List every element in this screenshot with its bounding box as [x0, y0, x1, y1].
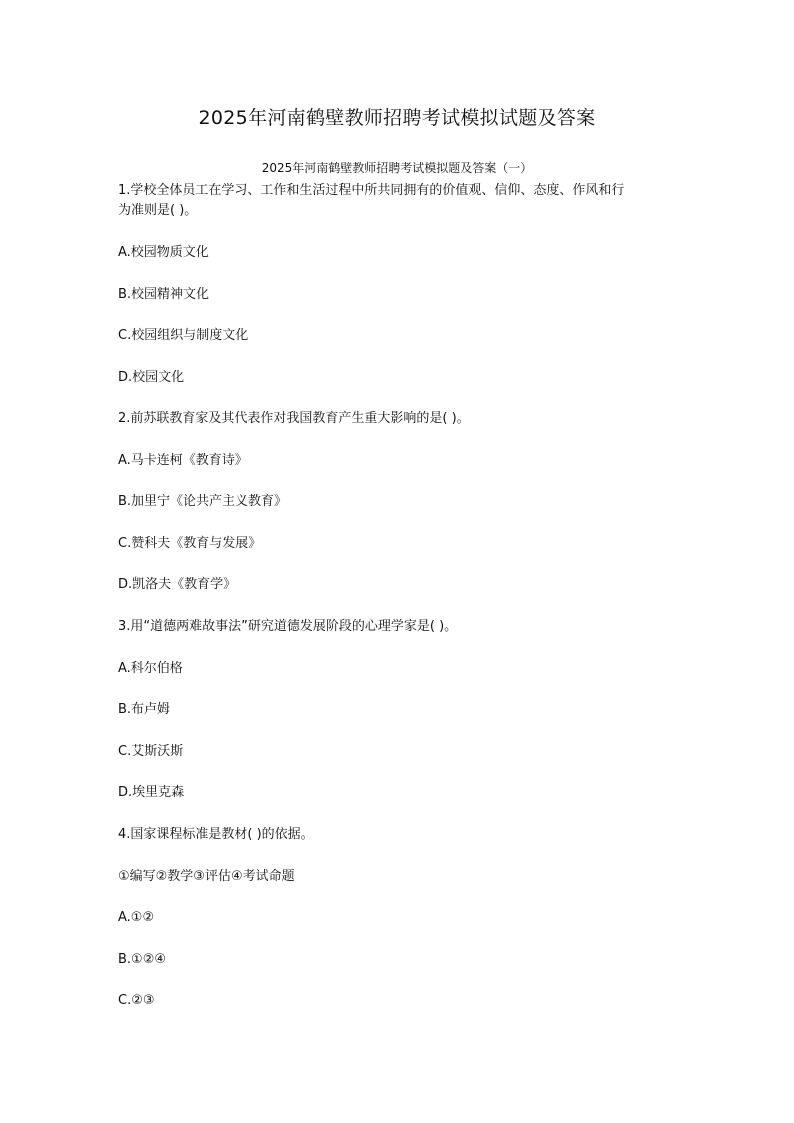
question-2-stem: 2.前苏联教育家及其代表作对我国教育产生重大影响的是( )。 — [118, 411, 470, 426]
question-1-option-c: C.校园组织与制度文化 — [118, 328, 249, 343]
question-1-stem-line-2: 为准则是( )。 — [118, 203, 198, 218]
question-4-option-c: C.②③ — [118, 993, 155, 1008]
question-3-option-c: C.艾斯沃斯 — [118, 744, 184, 759]
question-3-option-a: A.科尔伯格 — [118, 661, 183, 676]
question-1-stem-line-1: 1.学校全体员工在学习、工作和生活过程中所共同拥有的价值观、信仰、态度、作风和行 — [118, 183, 625, 198]
question-2-option-a: A.马卡连柯《教育诗》 — [118, 453, 248, 468]
question-2-option-d: D.凯洛夫《教育学》 — [118, 577, 237, 592]
question-1-option-b: B.校园精神文化 — [118, 287, 210, 302]
question-4-stem: 4.国家课程标准是教材( )的依据。 — [118, 827, 314, 842]
question-3-stem: 3.用“道德两难故事法”研究道德发展阶段的心理学家是( )。 — [118, 619, 458, 634]
document-subtitle: 2025年河南鹤壁教师招聘考试模拟题及答案（一） — [261, 161, 533, 175]
document-title: 2025年河南鹤壁教师招聘考试模拟试题及答案 — [198, 107, 596, 129]
question-3-option-d: D.埃里克森 — [118, 785, 185, 800]
question-4-stem-line-2: ①编写②教学③评估④考试命题 — [118, 869, 295, 884]
question-2-option-b: B.加里宁《论共产主义教育》 — [118, 494, 288, 509]
question-3-option-b: B.布卢姆 — [118, 702, 171, 717]
question-1-option-a: A.校园物质文化 — [118, 245, 209, 260]
question-2-option-c: C.赞科夫《教育与发展》 — [118, 536, 262, 551]
question-4-option-b: B.①②④ — [118, 952, 167, 967]
question-1-option-d: D.校园文化 — [118, 370, 185, 385]
question-4-option-a: A.①② — [118, 910, 155, 925]
